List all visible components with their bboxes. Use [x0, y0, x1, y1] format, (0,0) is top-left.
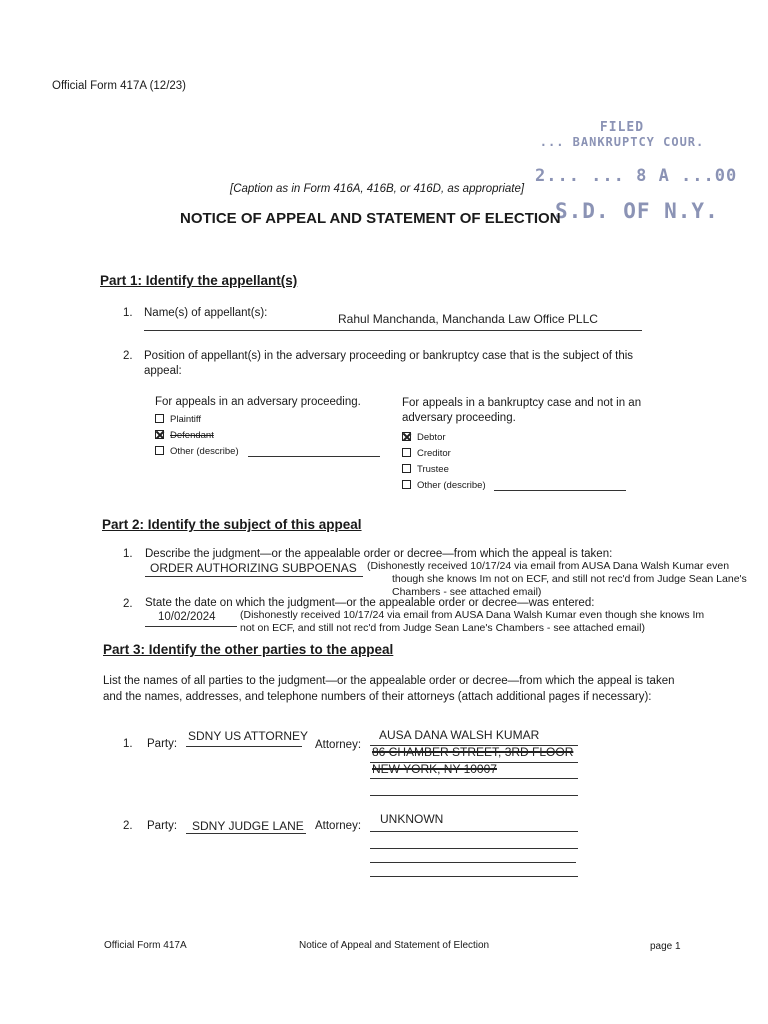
judgment-description-field[interactable]: ORDER AUTHORIZING SUBPOENAS: [150, 561, 357, 575]
checkbox-creditor[interactable]: Creditor: [402, 448, 451, 459]
party2-attorney-label: Attorney:: [315, 820, 362, 832]
checkbox-icon: [155, 446, 164, 455]
party1-attorney-label: Attorney:: [315, 739, 362, 751]
party1-attorney-city[interactable]: NEW YORK, NY 10007: [372, 762, 497, 776]
checked-box-icon: [155, 430, 164, 439]
footer-form-id: Official Form 417A: [104, 940, 187, 951]
page-title: NOTICE OF APPEAL AND STATEMENT OF ELECTION: [180, 210, 561, 227]
caption-note: [Caption as in Form 416A, 416B, or 416D, as appropriate]: [230, 183, 525, 195]
party1-attorney-address[interactable]: 86 CHAMBER STREET, 3RD FLOOR: [372, 745, 574, 759]
checkbox-plaintiff[interactable]: Plaintiff: [155, 414, 201, 425]
p2-q1-label: Describe the judgment—or the appealable order or decree—from which the appeal is taken:: [145, 548, 613, 560]
checkbox-icon: [402, 448, 411, 457]
footer-title: Notice of Appeal and Statement of Election: [299, 940, 490, 951]
p2-q2-label: State the date on which the judgment—or the appealable order or decree—was entered:: [145, 597, 595, 609]
p1-q2-num: 2.: [123, 350, 133, 362]
party1-attorney-name[interactable]: AUSA DANA WALSH KUMAR: [379, 728, 540, 742]
appellant-name-field[interactable]: Rahul Manchanda, Manchanda Law Office PLLC: [338, 312, 598, 326]
bankruptcy-heading: For appeals in a bankruptcy case and not in an adversary proceeding.: [402, 397, 642, 424]
part3-heading: Part 3: Identify the other parties to the appeal: [103, 642, 394, 657]
p1-q1-num: 1.: [123, 307, 133, 319]
party1-num: 1.: [123, 738, 133, 750]
judgment-note: (Dishonestly received 10/17/24 via email from AUSA Dana Walsh Kumar even though she knows Im not on ECF, and still not rec'd from Judge Sean Lane's Chambers - see attached email): [367, 560, 747, 598]
checkbox-icon: [402, 480, 411, 489]
page-number: page 1: [650, 941, 681, 952]
part3-intro: List the names of all parties to the judgment—or the appealable order or decree—from which the appeal is taken and the names, addresses, and telephone numbers of their attorneys (attach additional pages if necessary):: [103, 675, 675, 703]
checkbox-other-bankruptcy[interactable]: Other (describe): [402, 480, 486, 491]
adversary-heading: For appeals in an adversary proceeding.: [155, 396, 361, 408]
party2-label: Party:: [147, 820, 178, 832]
party1-name-field[interactable]: SDNY US ATTORNEY: [188, 729, 309, 743]
checkbox-icon: [402, 464, 411, 473]
entry-date-note: (Dishonestly received 10/17/24 via email from AUSA Dana Walsh Kumar even though she knows Im not on ECF, and still not rec'd from Judge Sean Lane's Chambers - see attached email): [240, 609, 705, 634]
checkbox-defendant[interactable]: Defendant: [155, 430, 214, 441]
stamp-line2: ... BANKRUPTCY COUR.: [539, 135, 705, 149]
checked-box-icon: [402, 432, 411, 441]
form-id: Official Form 417A (12/23): [52, 80, 187, 92]
entry-date-field[interactable]: 10/02/2024: [158, 611, 216, 623]
checkbox-other-adversary[interactable]: Other (describe): [155, 446, 239, 457]
checkbox-icon: [155, 414, 164, 423]
stamp-date: 2... ... 8 A ...00: [535, 166, 738, 186]
filed-stamp: [532, 120, 712, 150]
p2-q2-num: 2.: [123, 598, 133, 610]
stamp-line1: FILED: [599, 120, 645, 135]
party2-num: 2.: [123, 820, 133, 832]
party2-name-field[interactable]: SDNY JUDGE LANE: [192, 819, 304, 833]
stamp-district: S.D. OF N.Y.: [555, 199, 719, 223]
checkbox-debtor[interactable]: Debtor: [402, 432, 446, 443]
part2-heading: Part 2: Identify the subject of this appeal: [102, 517, 362, 532]
p1-q2-label: Position of appellant(s) in the adversary proceeding or bankruptcy case that is the subject of this appeal:: [144, 350, 634, 377]
party2-attorney-name[interactable]: UNKNOWN: [380, 812, 444, 826]
p2-q1-num: 1.: [123, 548, 133, 560]
p1-q1-label: Name(s) of appellant(s):: [144, 307, 268, 319]
party1-label: Party:: [147, 738, 178, 750]
part1-heading: Part 1: Identify the appellant(s): [100, 273, 298, 288]
checkbox-trustee[interactable]: Trustee: [402, 464, 449, 475]
